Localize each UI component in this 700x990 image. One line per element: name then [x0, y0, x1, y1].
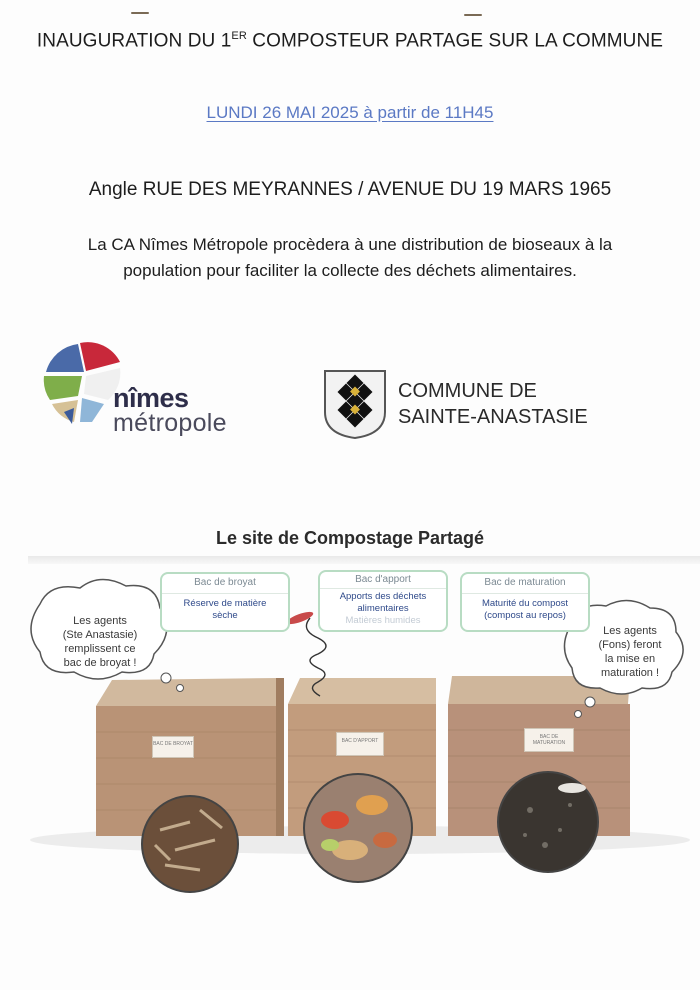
- right-bubble-text: [574, 624, 686, 680]
- logo-segment-red: [80, 342, 120, 371]
- bac-line-faded: Matières humides: [345, 615, 421, 626]
- bubble-line: Les agents: [603, 625, 657, 637]
- intro-line: La CA Nîmes Métropole procèdera à une distribution de bioseaux à la: [87, 235, 613, 254]
- logo-segment-tan: [52, 400, 78, 422]
- commune-shield-icon: [322, 368, 388, 440]
- logo-segment-lightblue: [80, 398, 104, 422]
- event-date-text: LUNDI 26 MAI 2025 à partir de 11H45: [206, 103, 494, 122]
- scan-mark: [131, 12, 149, 14]
- bubble-line: (Fons) feront: [598, 639, 662, 651]
- broyat-material-photo: [142, 796, 238, 892]
- bubble-line: (Ste Anastasie): [62, 629, 138, 641]
- bubble-line: la mise en: [604, 653, 656, 665]
- bac-header: Bac de maturation: [462, 574, 588, 594]
- scan-mark: [464, 14, 482, 16]
- commune-logo-text: [398, 378, 588, 430]
- crate-tag-apport: BAC D'APPORT: [336, 732, 384, 756]
- infographic-title: Le site de Compostage Partagé: [215, 528, 485, 548]
- bubble-line: bac de broyat !: [63, 657, 137, 669]
- title-superscript: ER: [231, 30, 247, 42]
- nimes-logo-text: nîmes: [113, 383, 189, 413]
- title-prefix: INAUGURATION DU 1: [36, 30, 232, 52]
- logo-segment-blue: [46, 344, 84, 372]
- left-bubble-text: [44, 614, 156, 670]
- bac-line: Réserve de matière: [183, 598, 267, 609]
- logo-segment-green: [44, 376, 82, 400]
- bac-header: Bac de broyat: [162, 574, 288, 594]
- metropole-logo-text: métropole: [113, 409, 227, 437]
- bac-line: sèche: [212, 610, 238, 621]
- bubble-line: maturation !: [600, 667, 660, 679]
- intro-line: population pour faciliter la collecte des déchets alimentaires.: [123, 261, 577, 280]
- bac-header: Bac d'apport: [320, 572, 446, 589]
- event-address: Angle RUE DES MEYRANNES / AVENUE DU 19 MARS 1965: [88, 179, 612, 200]
- event-date: [0, 103, 700, 123]
- bac-line: alimentaires: [357, 603, 409, 614]
- bac-line: (compost au repos): [484, 610, 566, 621]
- label-bac-maturation: [460, 572, 590, 632]
- title-suffix: COMPOSTEUR PARTAGE SUR LA COMMUNE: [246, 30, 664, 52]
- page-title: [0, 30, 700, 52]
- bubble-line: remplissent ce: [64, 643, 136, 655]
- crate-tag-maturation: BAC DE MATURATION: [524, 728, 574, 752]
- commune-line2: SAINTE-ANASTASIE: [398, 406, 588, 428]
- bubble-line: Les agents: [73, 615, 127, 627]
- commune-line1: COMMUNE DE: [398, 380, 537, 402]
- maturation-material-photo: [498, 772, 598, 872]
- intro-paragraph: [0, 232, 700, 284]
- label-bac-apport: [318, 570, 448, 632]
- bac-line: Maturité du compost: [481, 598, 569, 609]
- apport-material-photo: [304, 774, 412, 882]
- label-bac-broyat: [160, 572, 290, 632]
- bac-line: Apports des déchets: [339, 591, 427, 602]
- crate-tag-broyat: BAC DE BROYAT: [152, 736, 194, 758]
